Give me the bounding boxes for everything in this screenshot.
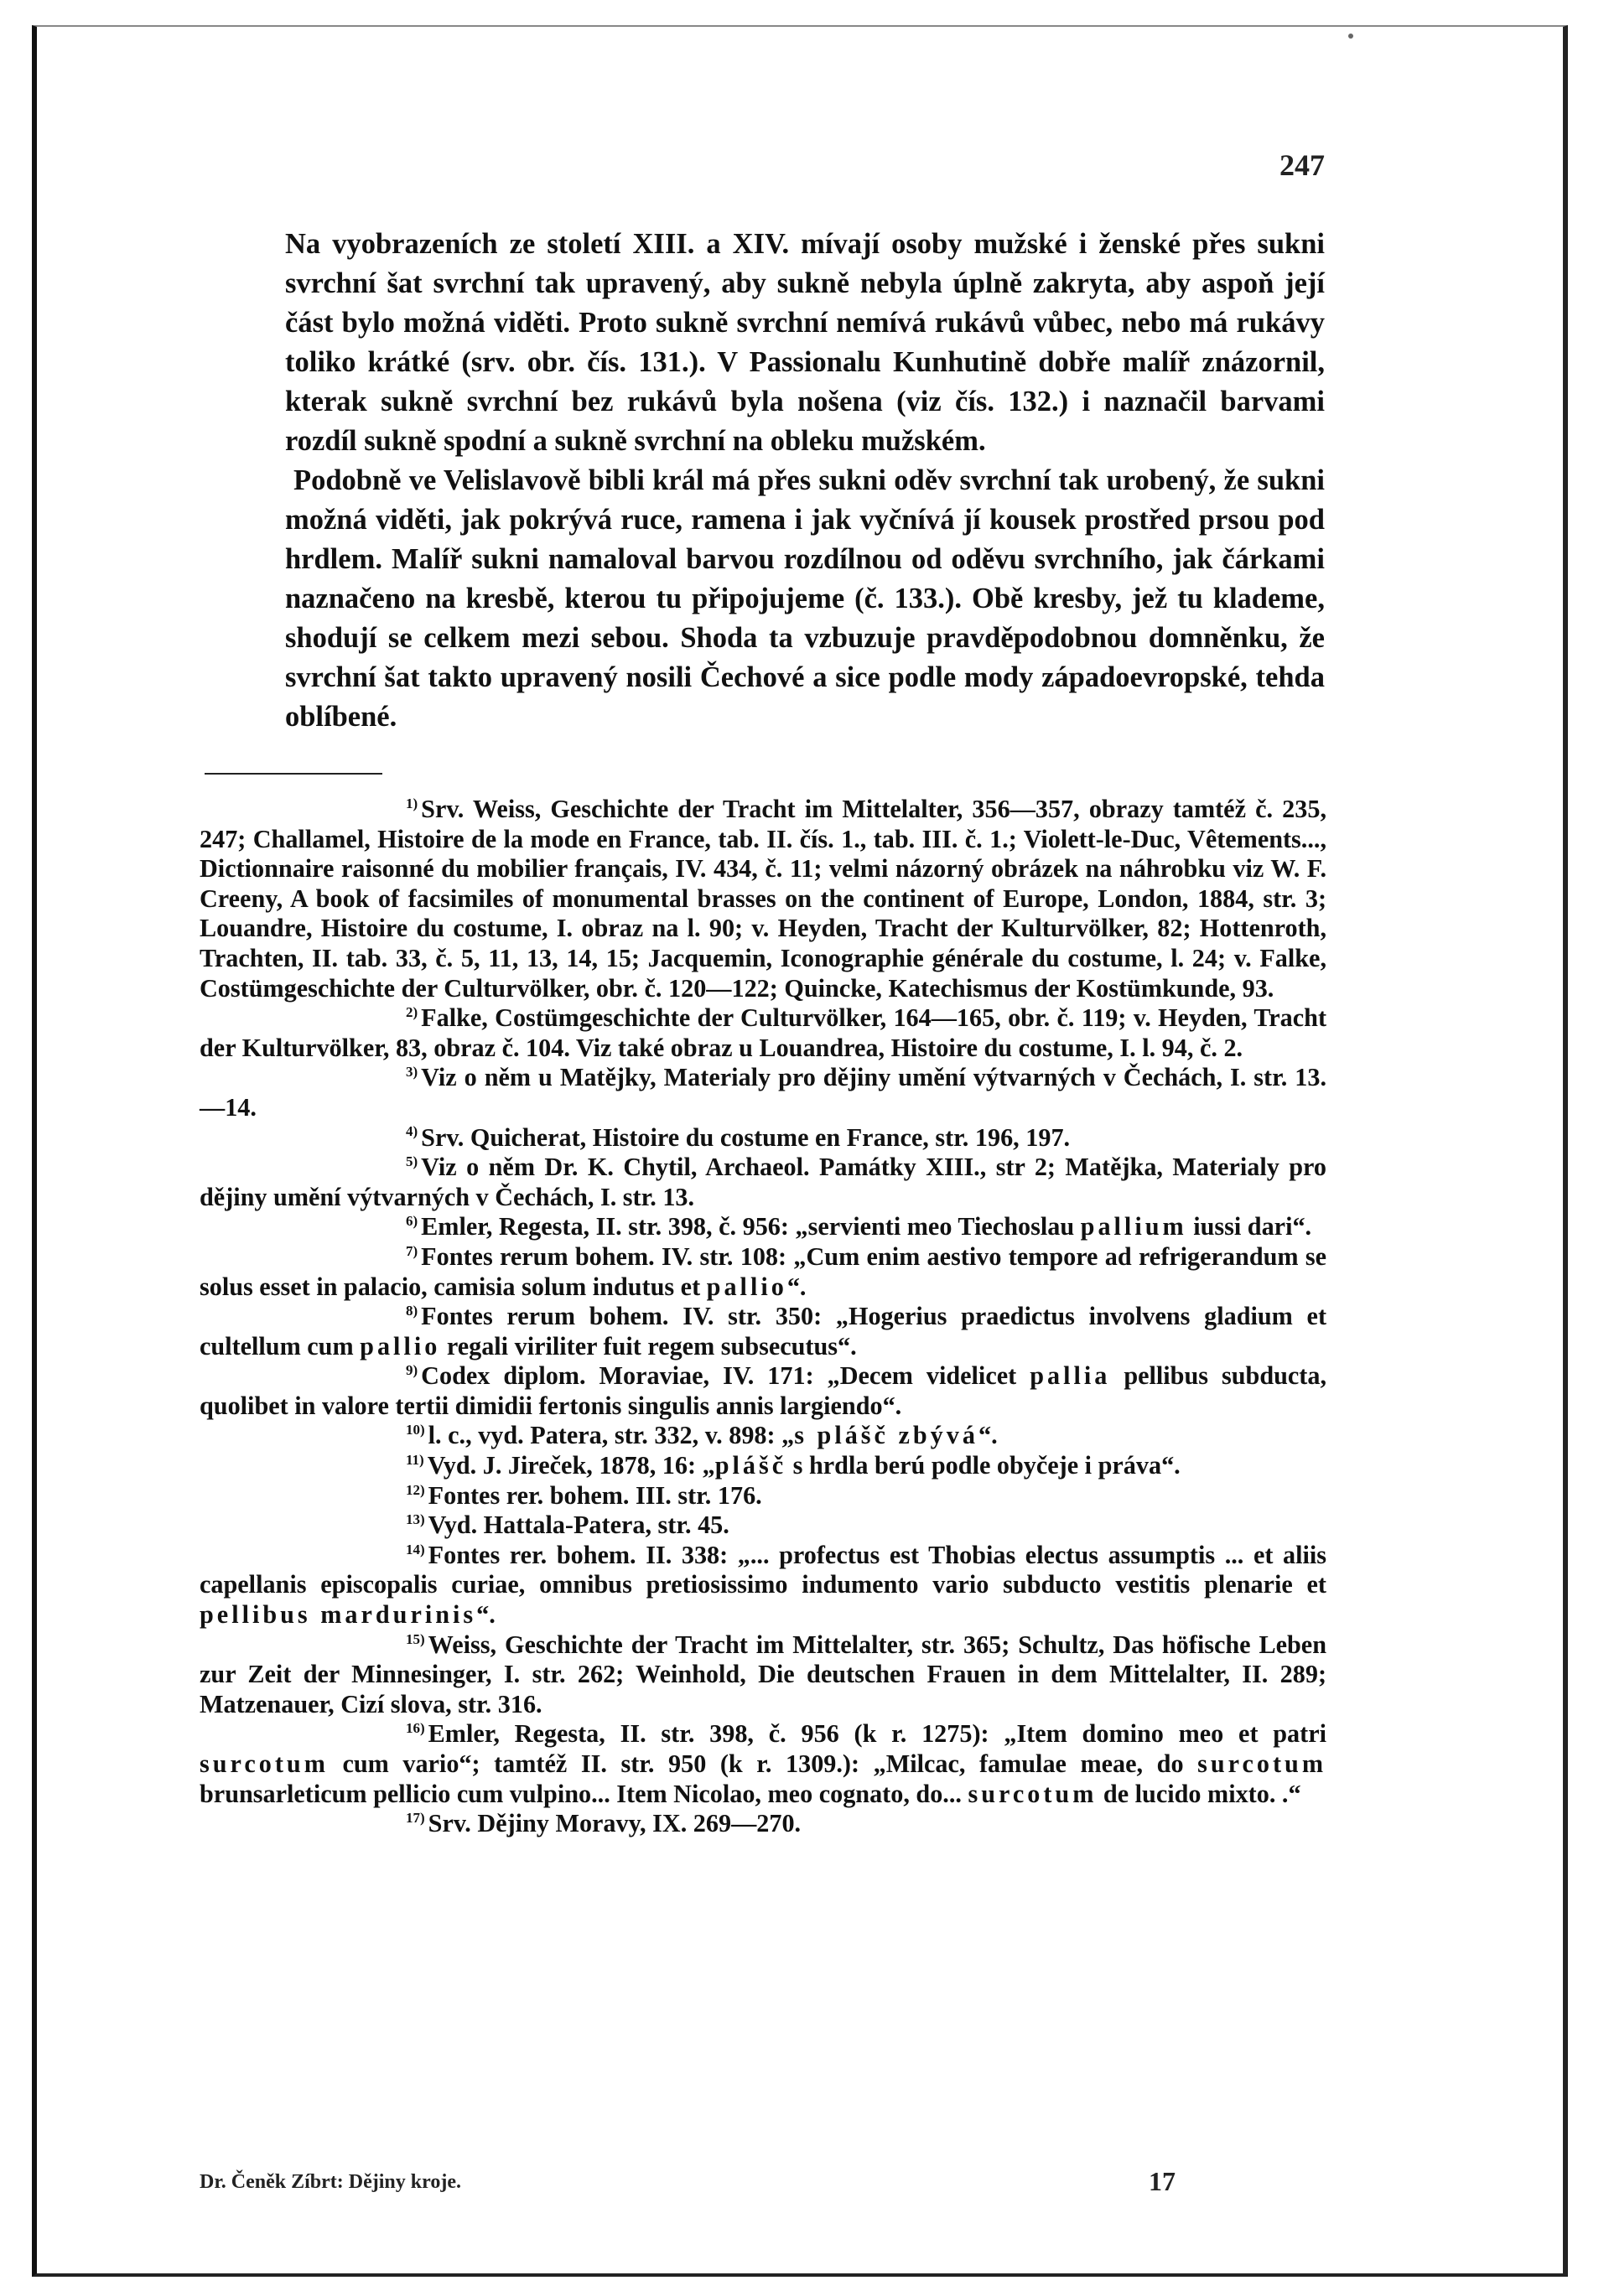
footnote-text: “. xyxy=(978,1421,998,1450)
footnote xyxy=(200,1123,1326,1153)
paragraph-1: Na vyobrazeních ze století XIII. a XIV. mívají osoby mužské i ženské přes sukni svrchní šat svrchní tak upravený, aby sukně nebyla úplně zakryta, aby aspoň její část bylo možná viděti. Proto sukně svrchní nemívá rukávů vůbec, nebo má rukávy toliko krátké (srv. obr. čís. 131.). V Passionalu Kunhutině dobře malíř znázornil, kterak sukně svrchní bez rukávů byla nošena (viz čís. 132.) i naznačil barvami rozdíl sukně spodní a sukně svrchní na obleku mužském. xyxy=(285,228,1325,457)
footnote-text: Fontes rerum bohem. IV. str. 350: „Hogerius praedictus involvens gladium et cultellum cum xyxy=(200,1302,1326,1360)
footnote xyxy=(200,1630,1326,1720)
footnote xyxy=(200,1719,1326,1809)
footnote-emphasis: pallia xyxy=(1030,1361,1111,1391)
footnote-text: brunsarleticum pellicio cum vulpino... Item Nicolao, meo cognato, do... xyxy=(200,1779,968,1808)
footnote-text: Srv. Weiss, Geschichte der Tracht im Mittelalter, 356—357, obrazy tamtéž č. 235, 247; Challamel, Histoire de la mode en France, tab. II. čís. 1., tab. III. č. 1.; Violett-le-Duc, Vêtements..., Dictionnaire raisonné du mobilier français, IV. 434, č. 11; velmi názorný obrázek na náhrobku viz W. F. Creeny, A book of facsimiles of monumental brasses on the continent of Europe, London, 1884, str. 3; Louandre, Histoire du costume, I. obraz na l. 90; v. Heyden, Tracht der Kulturvölker, 82; Hottenroth, Trachten, II. tab. 33, č. 5, 11, 13, 14, 15; Jacquemin, Iconographie générale du costume, l. 24; v. Falke, Costümgeschichte der Culturvölker, obr. č. 120—122; Quincke, Katechismus der Kostümkunde, 93. xyxy=(200,795,1326,1003)
footnote-number: 6) xyxy=(406,1213,418,1230)
footnote-emphasis: plášč xyxy=(714,1451,787,1480)
footnote-text: cum vario“; tamtéž II. str. 950 (k r. 1309.): „Milcac, famulae meae, do xyxy=(328,1749,1198,1778)
footnote-text: Codex diplom. Moraviae, IV. 171: „Decem videlicet xyxy=(421,1361,1030,1391)
footnote-number: 2) xyxy=(406,1004,418,1021)
footnote-number: 10) xyxy=(406,1422,425,1438)
footnote-number: 17) xyxy=(406,1810,425,1827)
footnote-text: regali viriliter fuit regem subsecutus“. xyxy=(440,1331,857,1360)
footnote-text: Srv. Quicherat, Histoire du costume en France, str. 196, 197. xyxy=(421,1122,1071,1152)
footnote-number: 11) xyxy=(406,1452,424,1468)
printer-signature: 17 xyxy=(1149,2166,1176,2196)
footnote-emphasis: pallio xyxy=(706,1272,787,1301)
footnote xyxy=(200,1451,1326,1481)
footnote-emphasis: s plášč zbývá xyxy=(794,1421,978,1450)
footnote-emphasis: pellibus mardurinis xyxy=(200,1600,477,1630)
footnote xyxy=(200,1361,1326,1421)
footnote-number: 1) xyxy=(406,795,418,811)
footnote-text: Srv. Dějiny Moravy, IX. 269—270. xyxy=(428,1809,802,1838)
footnote-text: pellibus subducta, quolibet in valore tertii dimidii fertonis singulis annis largiendo“. xyxy=(200,1361,1327,1420)
footnote-number: 5) xyxy=(406,1153,418,1170)
footnote-number: 12) xyxy=(406,1481,425,1498)
footnote-text: Fontes rer. bohem. II. 338: „... profectus est Thobias electus assumptis ... et aliis capellanis episcopalis curiae, omnibus pretiosissimo indumento vario subducto vestitis plenarie et xyxy=(200,1540,1326,1599)
footnote xyxy=(200,1212,1326,1242)
footnote-text: iussi dari“. xyxy=(1186,1212,1312,1241)
footnote xyxy=(200,1063,1326,1122)
footnote-text: s hrdla berú podle obyčeje i práva“. xyxy=(786,1451,1181,1480)
footnote-number: 8) xyxy=(406,1303,418,1319)
footnote-emphasis: surcotum xyxy=(968,1779,1098,1808)
main-text xyxy=(285,225,1325,737)
page-footer xyxy=(200,2166,1326,2200)
footnote xyxy=(200,1242,1326,1302)
footnote xyxy=(200,1153,1326,1212)
footnote-text: “. xyxy=(476,1600,496,1630)
footnote-number: 4) xyxy=(406,1123,418,1140)
footnote-number: 3) xyxy=(406,1064,418,1081)
footnote-text: Emler, Regesta, II. str. 398, č. 956: „servienti meo Tiechoslau xyxy=(421,1212,1081,1241)
footnote xyxy=(200,1421,1326,1451)
footnote-text: “. xyxy=(786,1272,807,1301)
footnote-text: Weiss, Geschichte der Tracht im Mittelalter, str. 365; Schultz, Das höfische Leben zur Zeit der Minnesinger, I. str. 262; Weinhold, Die deutschen Frauen in dem Mittelalter, II. 289; Matzenauer, Cizí slova, str. 316. xyxy=(200,1630,1326,1718)
footnote xyxy=(200,1302,1326,1361)
footnote-number: 15) xyxy=(406,1630,425,1647)
footnote-text: Viz o něm Dr. K. Chytil, Archaeol. Památky XIII., str 2; Matějka, Materialy pro dějiny umění výtvarných v Čechách, I. str. 13. xyxy=(200,1153,1326,1211)
footnote xyxy=(200,1541,1326,1630)
footnote-text: Vyd. J. Jireček, 1878, 16: „ xyxy=(427,1451,715,1480)
footnote-text: Fontes rer. bohem. III. str. 176. xyxy=(428,1480,762,1510)
scan-speck xyxy=(1348,34,1353,39)
footnote-number: 14) xyxy=(406,1541,425,1557)
footnote-number: 9) xyxy=(406,1362,418,1379)
footnote-emphasis: surcotum xyxy=(1197,1749,1326,1778)
footnote-text: Viz o něm u Matějky, Materialy pro dějiny umění výtvarných v Čechách, I. str. 13.—14. xyxy=(200,1063,1326,1122)
footnote-emphasis: pallio xyxy=(360,1331,441,1360)
footnote xyxy=(200,795,1326,1003)
footnote-text: de lucido mixto. .“ xyxy=(1097,1779,1301,1808)
page-number: 247 xyxy=(1279,148,1325,182)
book-reference: Dr. Čeněk Zíbrt: Dějiny kroje. xyxy=(200,2171,461,2193)
paragraph-2: Podobně ve Velislavově bibli král má přes sukni oděv svrchní tak urobený, že sukni možná viděti, jak pokrývá ruce, ramena i jak vyčnívá jí kousek prostřed prsou pod hrdlem. Malíř sukni namaloval barvou rozdílnou od oděvu svrchního, jak čárkami naznačeno na kresbě, kterou tu připojujeme (č. 133.). Obě kresby, jež tu klademe, shodují se celkem mezi sebou. Shoda ta vzbuzuje pravděpodobnou domněnku, že svrchní šat takto upravený nosili Čechové a sice podle mody západoevropské, tehda oblíbené. xyxy=(285,464,1325,733)
footnote-text: Falke, Costümgeschichte der Culturvölker, 164—165, obr. č. 119; v. Heyden, Tracht der Kulturvölker, 83, obraz č. 104. Viz také obraz u Louandrea, Histoire du costume, I. l. 94, č. 2. xyxy=(200,1003,1326,1062)
footnotes xyxy=(200,795,1326,1839)
footnote xyxy=(200,1481,1326,1511)
footnote-number: 7) xyxy=(406,1242,418,1259)
footnote xyxy=(200,1003,1326,1063)
footnote-text: Fontes rerum bohem. IV. str. 108: „Cum enim aestivo tempore ad refrigerandum se solus esset in palacio, camisia solum indutus et xyxy=(200,1241,1326,1301)
footnote-emphasis: surcotum xyxy=(200,1749,329,1778)
footnote xyxy=(200,1809,1326,1839)
footnote-number: 13) xyxy=(406,1511,425,1528)
footnote-text: Vyd. Hattala-Patera, str. 45. xyxy=(428,1511,729,1540)
footnote-text: Emler, Regesta, II. str. 398, č. 956 (k r. 1275): „Item domino meo et patri xyxy=(428,1719,1326,1749)
footnote-separator xyxy=(205,773,382,775)
footnote-text: l. c., vyd. Patera, str. 332, v. 898: „ xyxy=(428,1421,795,1450)
footnote-emphasis: pallium xyxy=(1080,1212,1187,1241)
footnote-number: 16) xyxy=(406,1720,425,1737)
footnote xyxy=(200,1511,1326,1541)
